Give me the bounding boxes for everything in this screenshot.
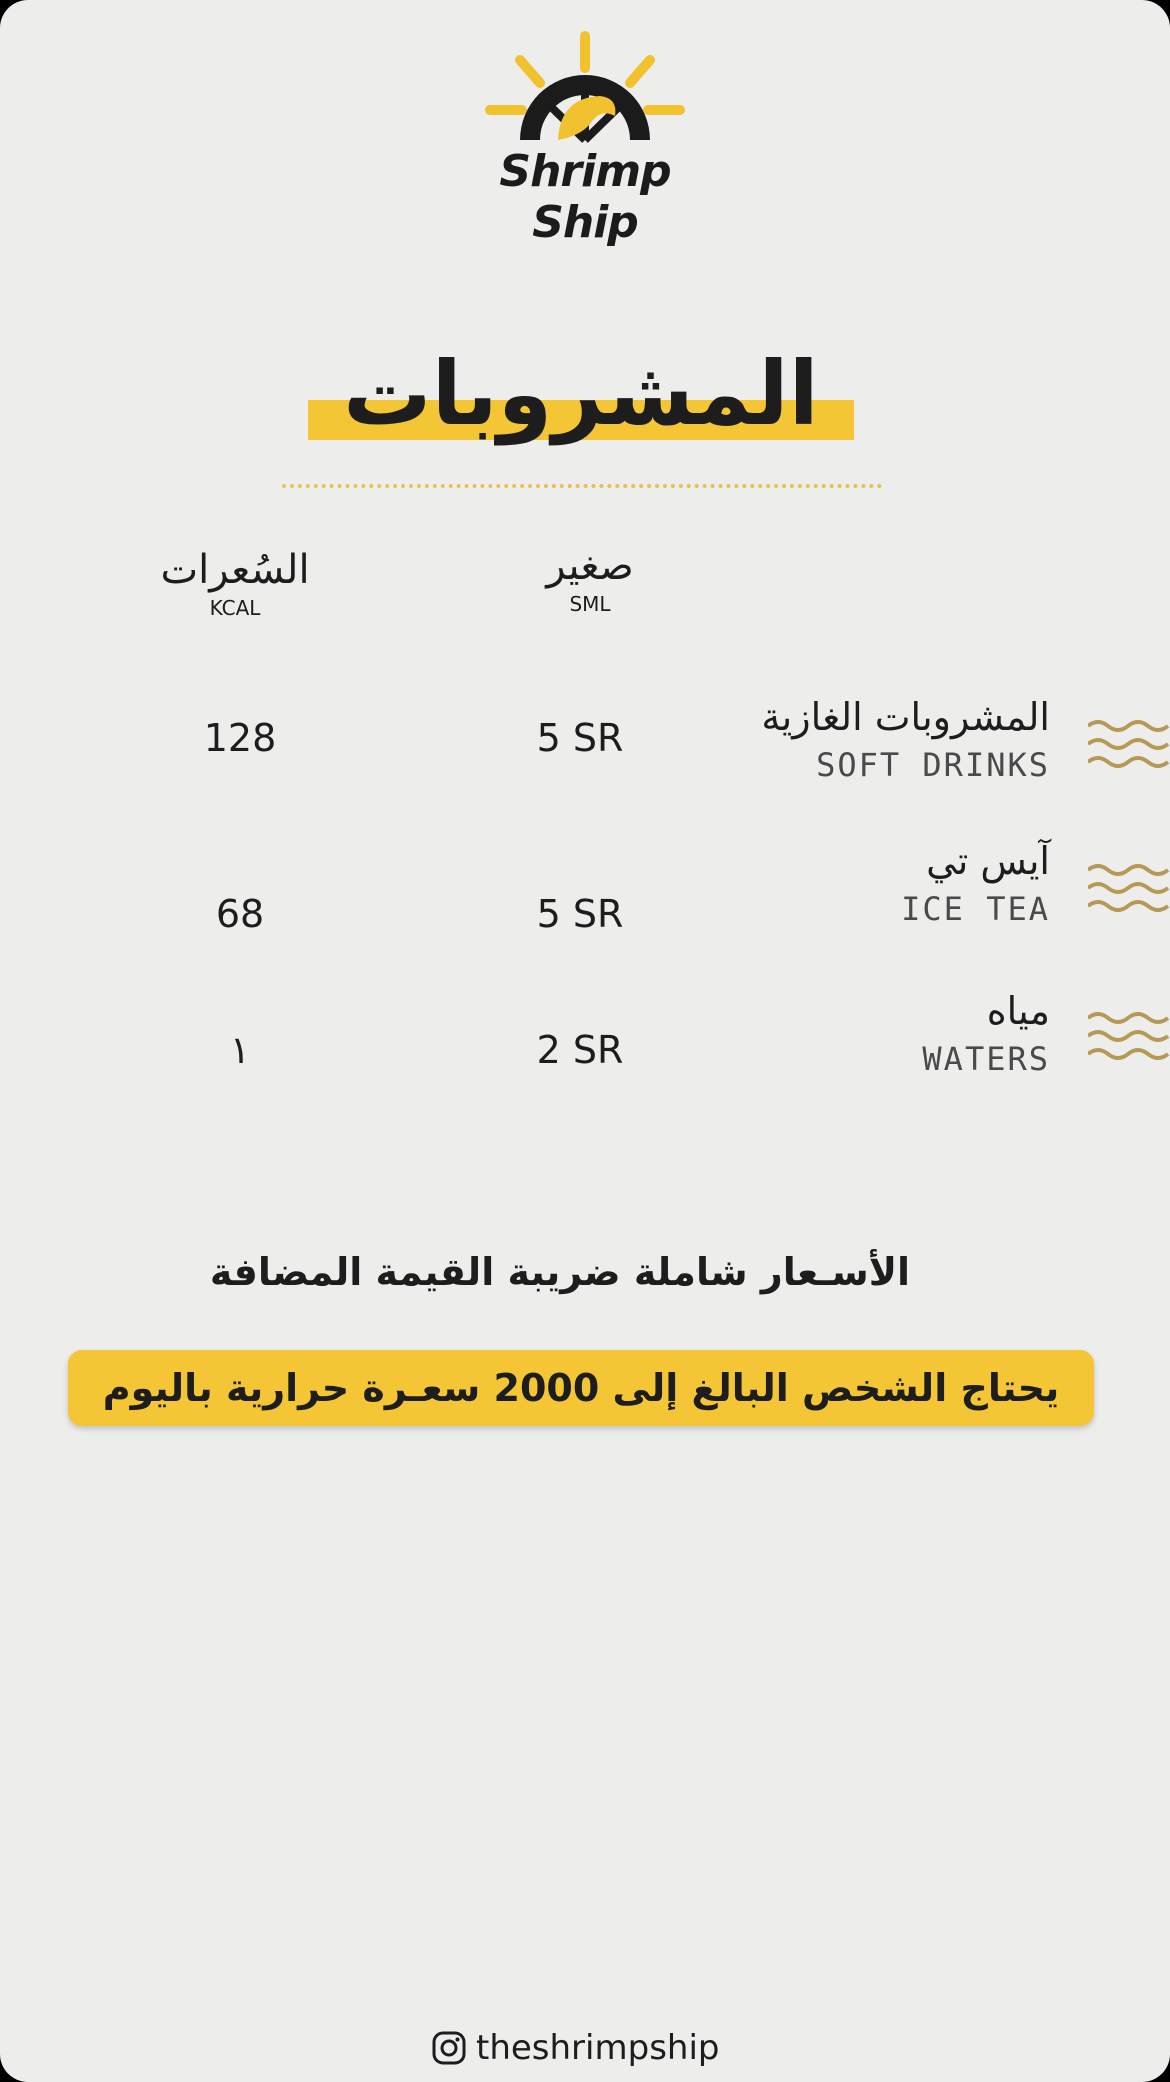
ship-wheel-icon xyxy=(440,28,730,158)
page-title: المشروبات xyxy=(343,342,819,445)
instagram-icon xyxy=(432,2031,466,2065)
item-name-ar: المشروبات الغازية xyxy=(761,695,1050,739)
size-header-ar: صغير xyxy=(546,543,634,589)
item-name-en: SOFT DRINKS xyxy=(816,745,1050,784)
size-column-header xyxy=(490,544,690,616)
item-price: 5 SR xyxy=(536,892,624,936)
calories-header-en: KCAL xyxy=(209,596,261,620)
calories-header-ar: السُعرات xyxy=(160,547,310,593)
menu-item-waters xyxy=(922,990,1050,1078)
calorie-note-banner xyxy=(68,1350,1094,1426)
size-header-en: SML xyxy=(569,592,611,616)
item-name-en: WATERS xyxy=(922,1039,1050,1078)
title-divider xyxy=(282,484,882,488)
item-price: 5 SR xyxy=(536,716,624,760)
wave-icon xyxy=(1088,720,1170,768)
item-name-ar: مياه xyxy=(986,989,1050,1033)
item-kcal: ١ xyxy=(229,1028,251,1072)
vat-note: الأسـعار شاملة ضريبة القيمة المضافة xyxy=(209,1250,911,1294)
instagram-link[interactable] xyxy=(432,2026,719,2070)
item-kcal: 68 xyxy=(215,892,265,936)
wave-icon xyxy=(1088,864,1170,912)
item-kcal: 128 xyxy=(203,716,277,760)
menu-item-soft-drinks xyxy=(761,696,1050,784)
menu-item-ice-tea xyxy=(901,840,1050,928)
item-name-en: ICE TEA xyxy=(901,889,1050,928)
item-price: 2 SR xyxy=(536,1028,624,1072)
calories-column-header xyxy=(130,548,340,620)
brand-wordmark: Shrimp Ship xyxy=(499,146,671,248)
wave-icon xyxy=(1088,1012,1170,1060)
brand-logo xyxy=(440,28,730,248)
item-name-ar: آيس تي xyxy=(926,839,1050,883)
instagram-handle: theshrimpship xyxy=(476,2028,720,2068)
calorie-note: يحتاج الشخص البالغ إلى 2000 سعـرة حرارية باليوم xyxy=(102,1366,1060,1410)
